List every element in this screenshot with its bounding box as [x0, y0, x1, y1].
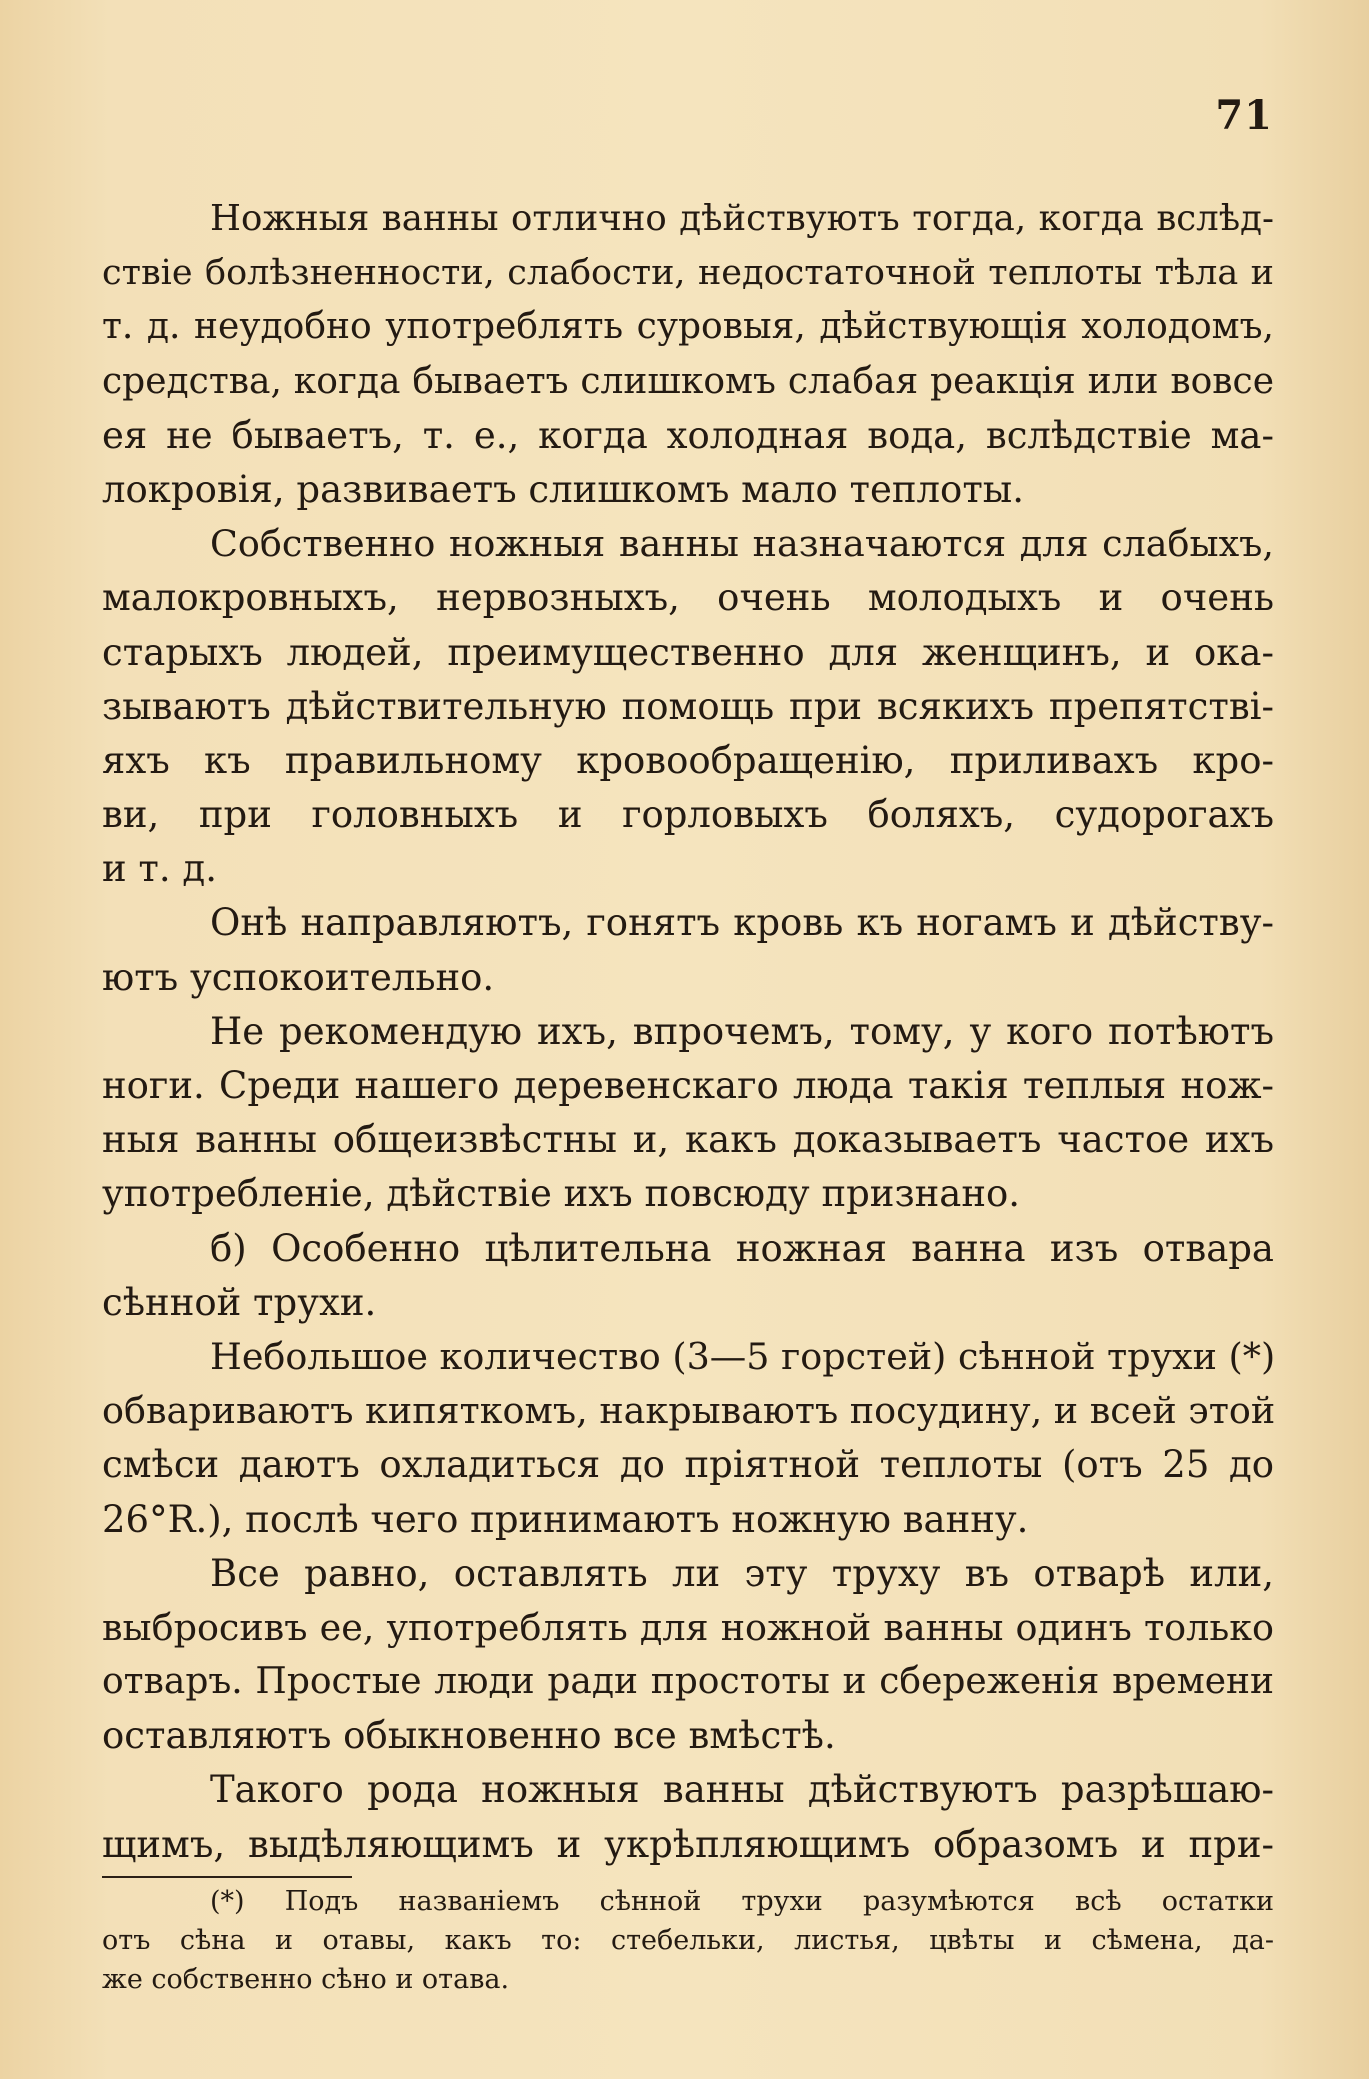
- text-line: средства, когда бываетъ слишкомъ слабая реакція или вовсе: [102, 360, 1274, 402]
- text-line: и т. д.: [102, 847, 217, 891]
- text-line: ви, при головныхъ и горловыхъ боляхъ, судорогахъ: [102, 793, 1274, 837]
- text-line: употребленіе, дѣйствіе ихъ повсюду признано.: [102, 1172, 1021, 1216]
- footnote-line: отъ сѣна и отавы, какъ то: стебельки, листья, цвѣты и сѣмена, да-: [102, 1925, 1274, 1956]
- text-line: выбросивъ ее, употреблять для ножной ванны одинъ только: [102, 1605, 1274, 1649]
- text-line: б) Особенно цѣлительна ножная ванна изъ отвара: [210, 1226, 1274, 1270]
- text-line: Все равно, оставлять ли эту труху въ отварѣ или,: [210, 1551, 1274, 1595]
- text-line: смѣси даютъ охладиться до пріятной теплоты (отъ 25 до: [102, 1443, 1274, 1487]
- text-line: зываютъ дѣйствительную помощь при всякихъ препятстві-: [102, 684, 1274, 728]
- footnote-divider: [102, 1876, 352, 1878]
- text-line: локровія, развиваетъ слишкомъ мало теплоты.: [102, 467, 1025, 511]
- text-line: обвариваютъ кипяткомъ, накрываютъ посудину, и всей этой: [102, 1389, 1276, 1433]
- text-line: сѣнной трухи.: [102, 1280, 377, 1324]
- text-line: отваръ. Простые люди ради простоты и сбереженія времени: [102, 1661, 1274, 1703]
- text-line: щимъ, выдѣляющимъ и укрѣпляющимъ образомъ и при-: [102, 1822, 1274, 1866]
- text-line: Такого рода ножныя ванны дѣйствуютъ разрѣшаю-: [210, 1768, 1274, 1812]
- text-line: Не рекомендую ихъ, впрочемъ, тому, у кого потѣютъ: [210, 1009, 1274, 1053]
- text-line: ныя ванны общеизвѣстны и, какъ доказываетъ частое ихъ: [102, 1118, 1274, 1162]
- text-line: ствіе болѣзненности, слабости, недостаточной теплоты тѣла и: [102, 253, 1274, 294]
- text-line: ютъ успокоительно.: [102, 955, 495, 999]
- text-line: Ножныя ванны отлично дѣйствуютъ тогда, когда вслѣд-: [210, 198, 1274, 239]
- text-line: Онѣ направляютъ, гонятъ кровь къ ногамъ и дѣйству-: [210, 901, 1274, 945]
- text-line: яхъ къ правильному кровообращенію, приливахъ кро-: [102, 738, 1274, 782]
- text-line: 26°R.), послѣ чего принимаютъ ножную ванну.: [102, 1497, 1029, 1541]
- main-text: [102, 192, 1274, 1872]
- footnote-line: же собственно сѣно и отава.: [102, 1964, 510, 1995]
- page-number: 71: [1215, 92, 1273, 139]
- text-line: ея не бываетъ, т. е., когда холодная вода, вслѣдствіе ма-: [102, 413, 1274, 457]
- footnote-line: (*) Подъ названіемъ сѣнной трухи разумѣются всѣ остатки: [210, 1886, 1274, 1917]
- footnote: [102, 1882, 1274, 1999]
- text-line: ноги. Среди нашего деревенскаго люда такія теплыя нож-: [102, 1064, 1274, 1107]
- text-line: т. д. неудобно употреблять суровыя, дѣйствующія холодомъ,: [102, 306, 1274, 348]
- text-line: оставляютъ обыкновенно все вмѣстѣ.: [102, 1714, 836, 1758]
- text-line: старыхъ людей, преимущественно для женщинъ, и ока-: [102, 630, 1274, 674]
- text-line: Небольшое количество (3—5 горстей) сѣнной трухи (*): [210, 1334, 1276, 1378]
- text-line: Собственно ножныя ванны назначаются для слабыхъ,: [210, 522, 1274, 566]
- text-line: малокровныхъ, нервозныхъ, очень молодыхъ и очень: [102, 576, 1274, 620]
